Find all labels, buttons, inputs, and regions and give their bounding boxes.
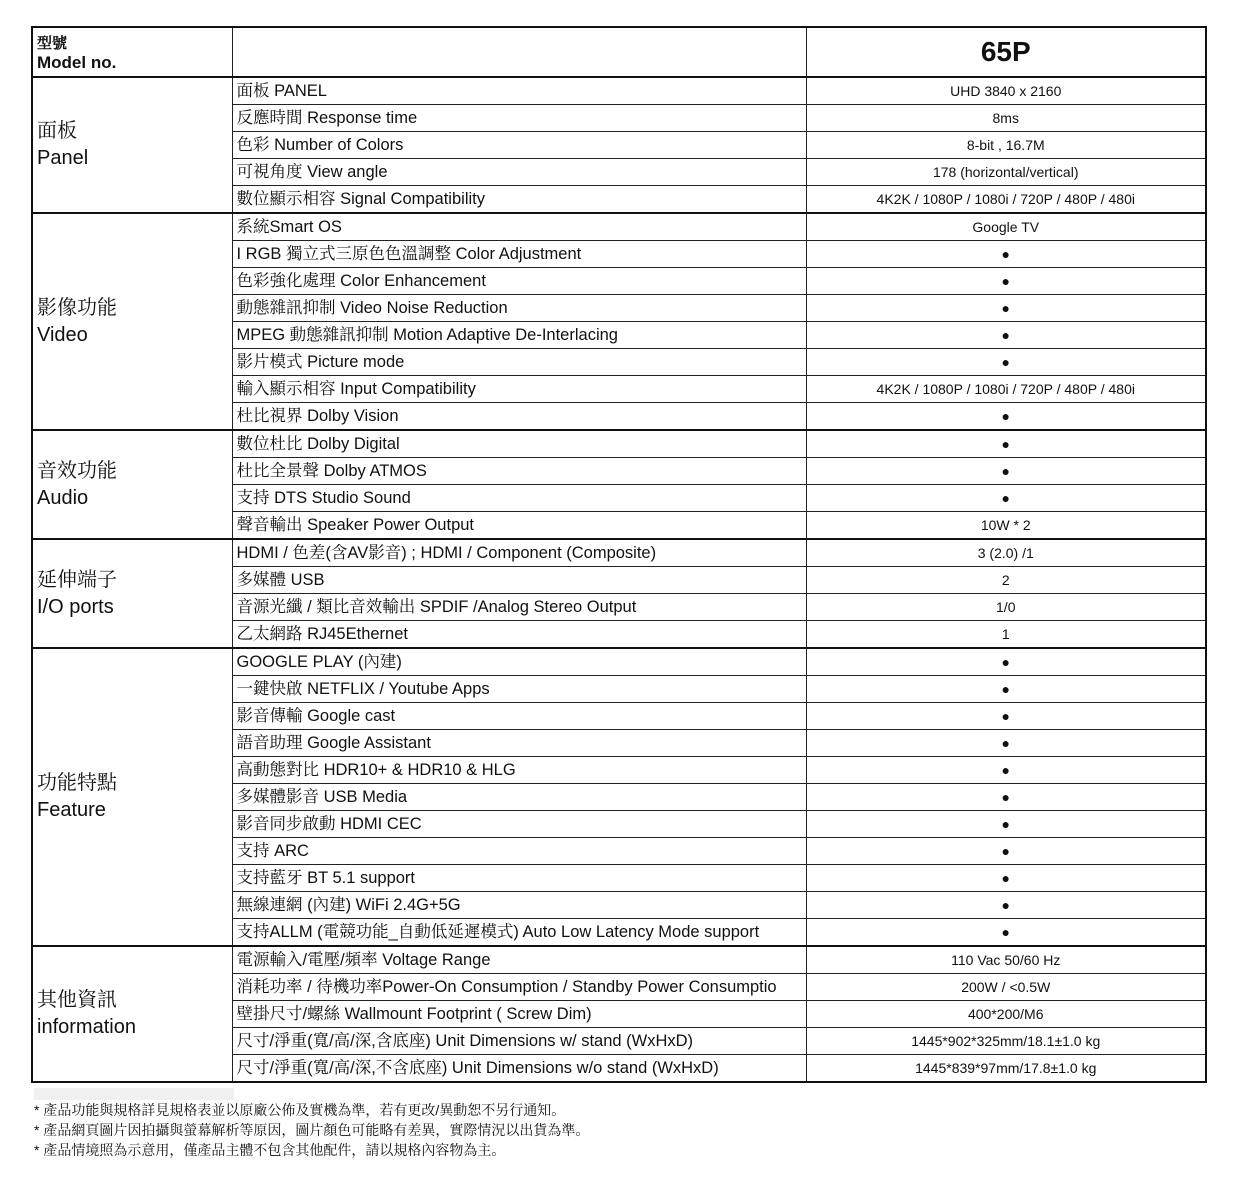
feature-label: 杜比視界 Dolby Vision [232,403,806,431]
spec-row [32,539,1206,567]
feature-label: 數位杜比 Dolby Digital [232,430,806,458]
section-name-en: information [37,1016,136,1038]
supported-dot: ● [806,676,1206,703]
feature-label: 高動態對比 HDR10+ & HDR10 & HLG [232,757,806,784]
supported-dot: ● [806,919,1206,947]
feature-value: 1445*902*325mm/18.1±1.0 kg [806,1028,1206,1055]
header-row [32,27,1206,77]
feature-label: 多媒體 USB [232,567,806,594]
section-category [32,213,232,430]
section-name-zh: 功能特點 [37,772,117,794]
supported-dot: ● [806,784,1206,811]
feature-label: 杜比全景聲 Dolby ATMOS [232,458,806,485]
feature-value: 3 (2.0) /1 [806,539,1206,567]
feature-label: I RGB 獨立式三原色色溫調整 Color Adjustment [232,241,806,268]
section-category [32,77,232,213]
feature-label: 影音傳輸 Google cast [232,703,806,730]
feature-label: 反應時間 Response time [232,105,806,132]
feature-value: UHD 3840 x 2160 [806,77,1206,105]
spec-row [32,648,1206,676]
feature-value: 400*200/M6 [806,1001,1206,1028]
model-label-en: Model no. [37,53,117,72]
section-name-zh: 其他資訊 [37,989,117,1011]
section-name-en: I/O ports [37,595,114,618]
feature-label: 電源輸入/電壓/頻率 Voltage Range [232,946,806,974]
spec-row [32,946,1206,974]
section-name-en: Video [37,323,88,346]
feature-value: 10W * 2 [806,512,1206,540]
feature-value: 110 Vac 50/60 Hz [806,946,1206,974]
spec-row [32,213,1206,241]
supported-dot: ● [806,892,1206,919]
supported-dot: ● [806,322,1206,349]
feature-value: 8ms [806,105,1206,132]
note-shade [34,1088,234,1100]
feature-label: 尺寸/淨重(寬/高/深,不含底座) Unit Dimensions w/o stand (WxHxD) [232,1055,806,1083]
feature-value: 4K2K / 1080P / 1080i / 720P / 480P / 480i [806,186,1206,214]
supported-dot: ● [806,430,1206,458]
feature-label: 色彩強化處理 Color Enhancement [232,268,806,295]
supported-dot: ● [806,295,1206,322]
feature-value: 4K2K / 1080P / 1080i / 720P / 480P / 480i [806,376,1206,403]
section-category [32,539,232,648]
supported-dot: ● [806,268,1206,295]
feature-label: 輸入顯示相容 Input Compatibility [232,376,806,403]
feature-label: 尺寸/淨重(寬/高/深,含底座) Unit Dimensions w/ stand (WxHxD) [232,1028,806,1055]
supported-dot: ● [806,648,1206,676]
feature-label: 語音助理 Google Assistant [232,730,806,757]
supported-dot: ● [806,865,1206,892]
section-category [32,648,232,946]
feature-label: 多媒體影音 USB Media [232,784,806,811]
supported-dot: ● [806,458,1206,485]
feature-value: 200W / <0.5W [806,974,1206,1001]
supported-dot: ● [806,485,1206,512]
feature-value: 2 [806,567,1206,594]
feature-label: MPEG 動態雜訊抑制 Motion Adaptive De-Interlacing [232,322,806,349]
supported-dot: ● [806,757,1206,784]
feature-label: 支持 ARC [232,838,806,865]
footnote-3: * 產品情境照為示意用，僅產品主體不包含其他配件，請以規格內容物為主。 [34,1142,506,1158]
spec-table [31,26,1207,1083]
feature-label: 系統Smart OS [232,213,806,241]
feature-label: 面板 PANEL [232,77,806,105]
model-number: 65P [806,27,1206,77]
feature-value: 1445*839*97mm/17.8±1.0 kg [806,1055,1206,1083]
feature-label: GOOGLE PLAY (內建) [232,648,806,676]
feature-label: 影片模式 Picture mode [232,349,806,376]
feature-value: 1 [806,621,1206,649]
feature-value: 1/0 [806,594,1206,621]
feature-label: 乙太網路 RJ45Ethernet [232,621,806,649]
supported-dot: ● [806,730,1206,757]
supported-dot: ● [806,703,1206,730]
feature-label: 色彩 Number of Colors [232,132,806,159]
feature-value: 178 (horizontal/vertical) [806,159,1206,186]
footnotes [34,1100,589,1160]
section-name-en: Audio [37,486,89,509]
supported-dot: ● [806,811,1206,838]
feature-label: 消耗功率 / 待機功率Power-On Consumption / Standby Power Consumptio [232,974,806,1001]
feature-label: 壁掛尺寸/螺絲 Wallmount Footprint ( Screw Dim) [232,1001,806,1028]
feature-label: 影音同步啟動 HDMI CEC [232,811,806,838]
spec-row [32,77,1206,105]
header-blank-cell [232,27,806,77]
footnote-2: * 產品網頁圖片因拍攝與螢幕解析等原因，圖片顏色可能略有差異，實際情況以出貨為準。 [34,1122,590,1138]
feature-label: 無線連網 (內建) WiFi 2.4G+5G [232,892,806,919]
model-label-cell [32,27,232,77]
feature-label: 音源光纖 / 類比音效輸出 SPDIF /Analog Stereo Output [232,594,806,621]
supported-dot: ● [806,241,1206,268]
section-name-zh: 延伸端子 [37,568,117,591]
footnote-1: * 產品功能與規格詳見規格表並以原廠公佈及實機為準，若有更改/異動恕不另行通知。 [34,1102,566,1118]
feature-value: 8-bit , 16.7M [806,132,1206,159]
section-category [32,430,232,539]
supported-dot: ● [806,403,1206,431]
model-label-zh: 型號 [37,35,68,52]
section-name-zh: 面板 [37,120,77,142]
feature-label: HDMI / 色差(含AV影音) ; HDMI / Component (Composite) [232,539,806,567]
feature-label: 一鍵快啟 NETFLIX / Youtube Apps [232,676,806,703]
feature-label: 支持藍牙 BT 5.1 support [232,865,806,892]
feature-label: 聲音輸出 Speaker Power Output [232,512,806,540]
feature-value: Google TV [806,213,1206,241]
supported-dot: ● [806,838,1206,865]
feature-label: 數位顯示相容 Signal Compatibility [232,186,806,214]
feature-label: 動態雜訊抑制 Video Noise Reduction [232,295,806,322]
feature-label: 支持 DTS Studio Sound [232,485,806,512]
spec-row [32,430,1206,458]
feature-label: 可視角度 View angle [232,159,806,186]
supported-dot: ● [806,349,1206,376]
feature-label: 支持ALLM (電競功能_自動低延遲模式) Auto Low Latency Mode support [232,919,806,947]
section-category [32,946,232,1082]
section-name-en: Panel [37,147,89,169]
section-name-zh: 影像功能 [37,296,117,319]
section-name-zh: 音效功能 [37,459,117,482]
section-name-en: Feature [37,799,106,821]
